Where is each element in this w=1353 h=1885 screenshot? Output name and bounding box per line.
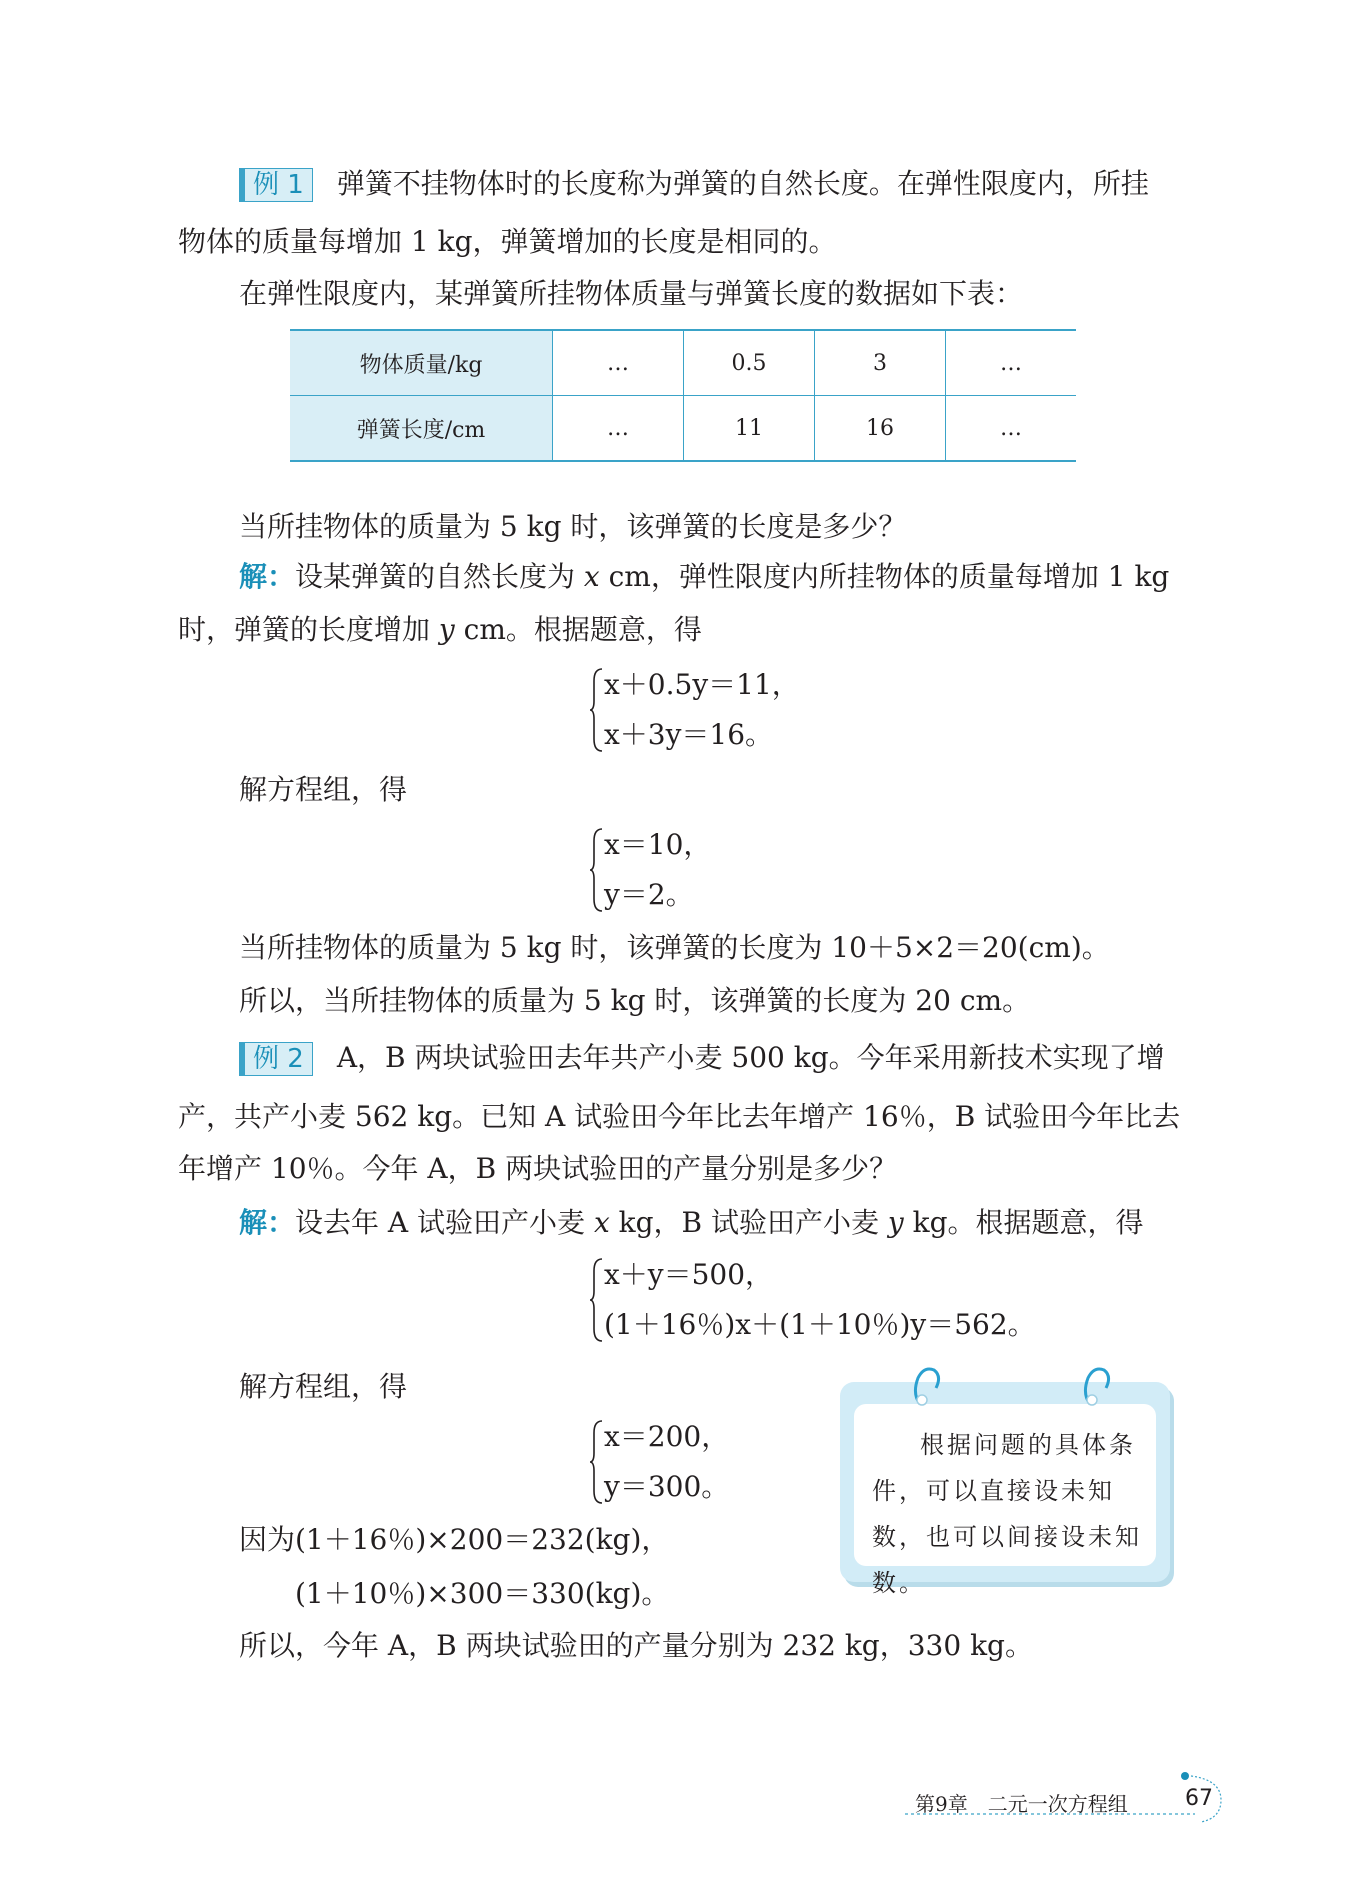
example2-solve-text: 解方程组，得 xyxy=(239,1370,408,1403)
solution-label: 解： xyxy=(239,1206,296,1239)
table-cell: … xyxy=(946,330,1077,396)
example1-conclusion: 所以，当所挂物体的质量为 5 kg 时，该弹簧的长度为 20 cm。 xyxy=(239,984,1031,1017)
solution-text: kg，B 试验田产小麦 xyxy=(609,1206,888,1239)
equation: x＋0.5y＝11， xyxy=(604,668,800,701)
example1-solution-line2 xyxy=(178,612,702,648)
brace-icon xyxy=(590,1417,604,1507)
equation: x＋y＝500， xyxy=(604,1258,774,1291)
example1-text1: 弹簧不挂物体时的长度称为弹簧的自然长度。在弹性限度内，所挂 xyxy=(336,167,1149,200)
example1-solve-text: 解方程组，得 xyxy=(239,773,408,806)
ring-icon xyxy=(910,1364,946,1408)
table-cell: 16 xyxy=(815,396,946,462)
example2-line2: 产，共产小麦 562 kg。已知 A 试验田今年比去年增产 16％，B 试验田今年比去 xyxy=(178,1100,1181,1133)
variable-x: x xyxy=(583,560,600,593)
equation: y＝2。 xyxy=(604,878,694,911)
table-row-header: 弹簧长度/cm xyxy=(290,396,553,462)
chapter-title: 第9章 二元一次方程组 xyxy=(915,1792,1128,1816)
tip-note xyxy=(840,1382,1170,1597)
solution-text: 设去年 A 试验田产小麦 xyxy=(295,1206,594,1239)
equation: x＝200， xyxy=(604,1420,730,1453)
variable-y: y xyxy=(438,613,455,646)
example2-tag: 例 2 xyxy=(239,1042,313,1076)
note-text: 根据问题的具体条件，可以直接设未知数，也可以间接设未知数。 xyxy=(872,1431,1142,1597)
example2-conclusion: 所以，今年 A，B 两块试验田的产量分别为 232 kg，330 kg。 xyxy=(239,1629,1033,1662)
example2-line3: 年增产 10％。今年 A，B 两块试验田的产量分别是多少？ xyxy=(178,1152,898,1185)
brace-icon xyxy=(590,1255,604,1345)
table-row-header: 物体质量/kg xyxy=(290,330,553,396)
equation: x＋3y＝16。 xyxy=(604,718,774,751)
table-cell: 0.5 xyxy=(684,330,815,396)
brace-icon xyxy=(590,665,604,755)
equation: (1＋16％)x＋(1＋10％)y＝562。 xyxy=(604,1308,1036,1341)
example1-solution-line1 xyxy=(239,559,1169,595)
data-table xyxy=(290,329,1076,462)
solution-text: 设某弹簧的自然长度为 xyxy=(295,560,584,593)
equation: x＝10， xyxy=(604,828,712,861)
brace-icon xyxy=(590,825,604,915)
solution-text: cm，弹性限度内所挂物体的质量每增加 1 kg xyxy=(599,560,1170,593)
table-cell: … xyxy=(553,330,684,396)
example1-question: 当所挂物体的质量为 5 kg 时，该弹簧的长度是多少？ xyxy=(239,510,907,543)
equation-system-3 xyxy=(590,1255,1050,1345)
ring-icon xyxy=(1080,1364,1116,1408)
equation-system-4 xyxy=(590,1417,790,1507)
equation-system-2 xyxy=(590,825,790,915)
example1-line1 xyxy=(239,166,1149,202)
example1-calc: 当所挂物体的质量为 5 kg 时，该弹簧的长度为 10＋5×2＝20(cm)。 xyxy=(239,931,1110,964)
variable-x: x xyxy=(593,1206,610,1239)
solution-text: cm。根据题意，得 xyxy=(454,613,702,646)
example2-solution xyxy=(239,1205,1144,1241)
table-cell: 3 xyxy=(815,330,946,396)
example1-line3: 在弹性限度内，某弹簧所挂物体质量与弹簧长度的数据如下表： xyxy=(239,277,1024,310)
example2-because2: (1＋10％)×300＝330(kg)。 xyxy=(295,1577,670,1610)
example2-line1 xyxy=(239,1040,1165,1076)
table-row xyxy=(290,330,1076,396)
solution-text: kg。根据题意，得 xyxy=(903,1206,1144,1239)
table-cell: … xyxy=(553,396,684,462)
page-footer xyxy=(915,1782,1215,1822)
equation-system-1 xyxy=(590,665,890,755)
table-row xyxy=(290,396,1076,462)
example2-because1: 因为(1＋16％)×200＝232(kg)， xyxy=(239,1523,670,1556)
page-number: 67 xyxy=(1185,1786,1213,1811)
table-cell: 11 xyxy=(684,396,815,462)
example2-text1: A，B 两块试验田去年共产小麦 500 kg。今年采用新技术实现了增 xyxy=(336,1041,1165,1074)
solution-text: 时，弹簧的长度增加 xyxy=(178,613,439,646)
solution-label: 解： xyxy=(239,560,296,593)
table-cell: … xyxy=(946,396,1077,462)
example1-line2: 物体的质量每增加 1 kg，弹簧增加的长度是相同的。 xyxy=(178,225,837,258)
variable-y: y xyxy=(887,1206,904,1239)
equation: y＝300。 xyxy=(604,1470,730,1503)
example1-tag: 例 1 xyxy=(239,168,313,202)
